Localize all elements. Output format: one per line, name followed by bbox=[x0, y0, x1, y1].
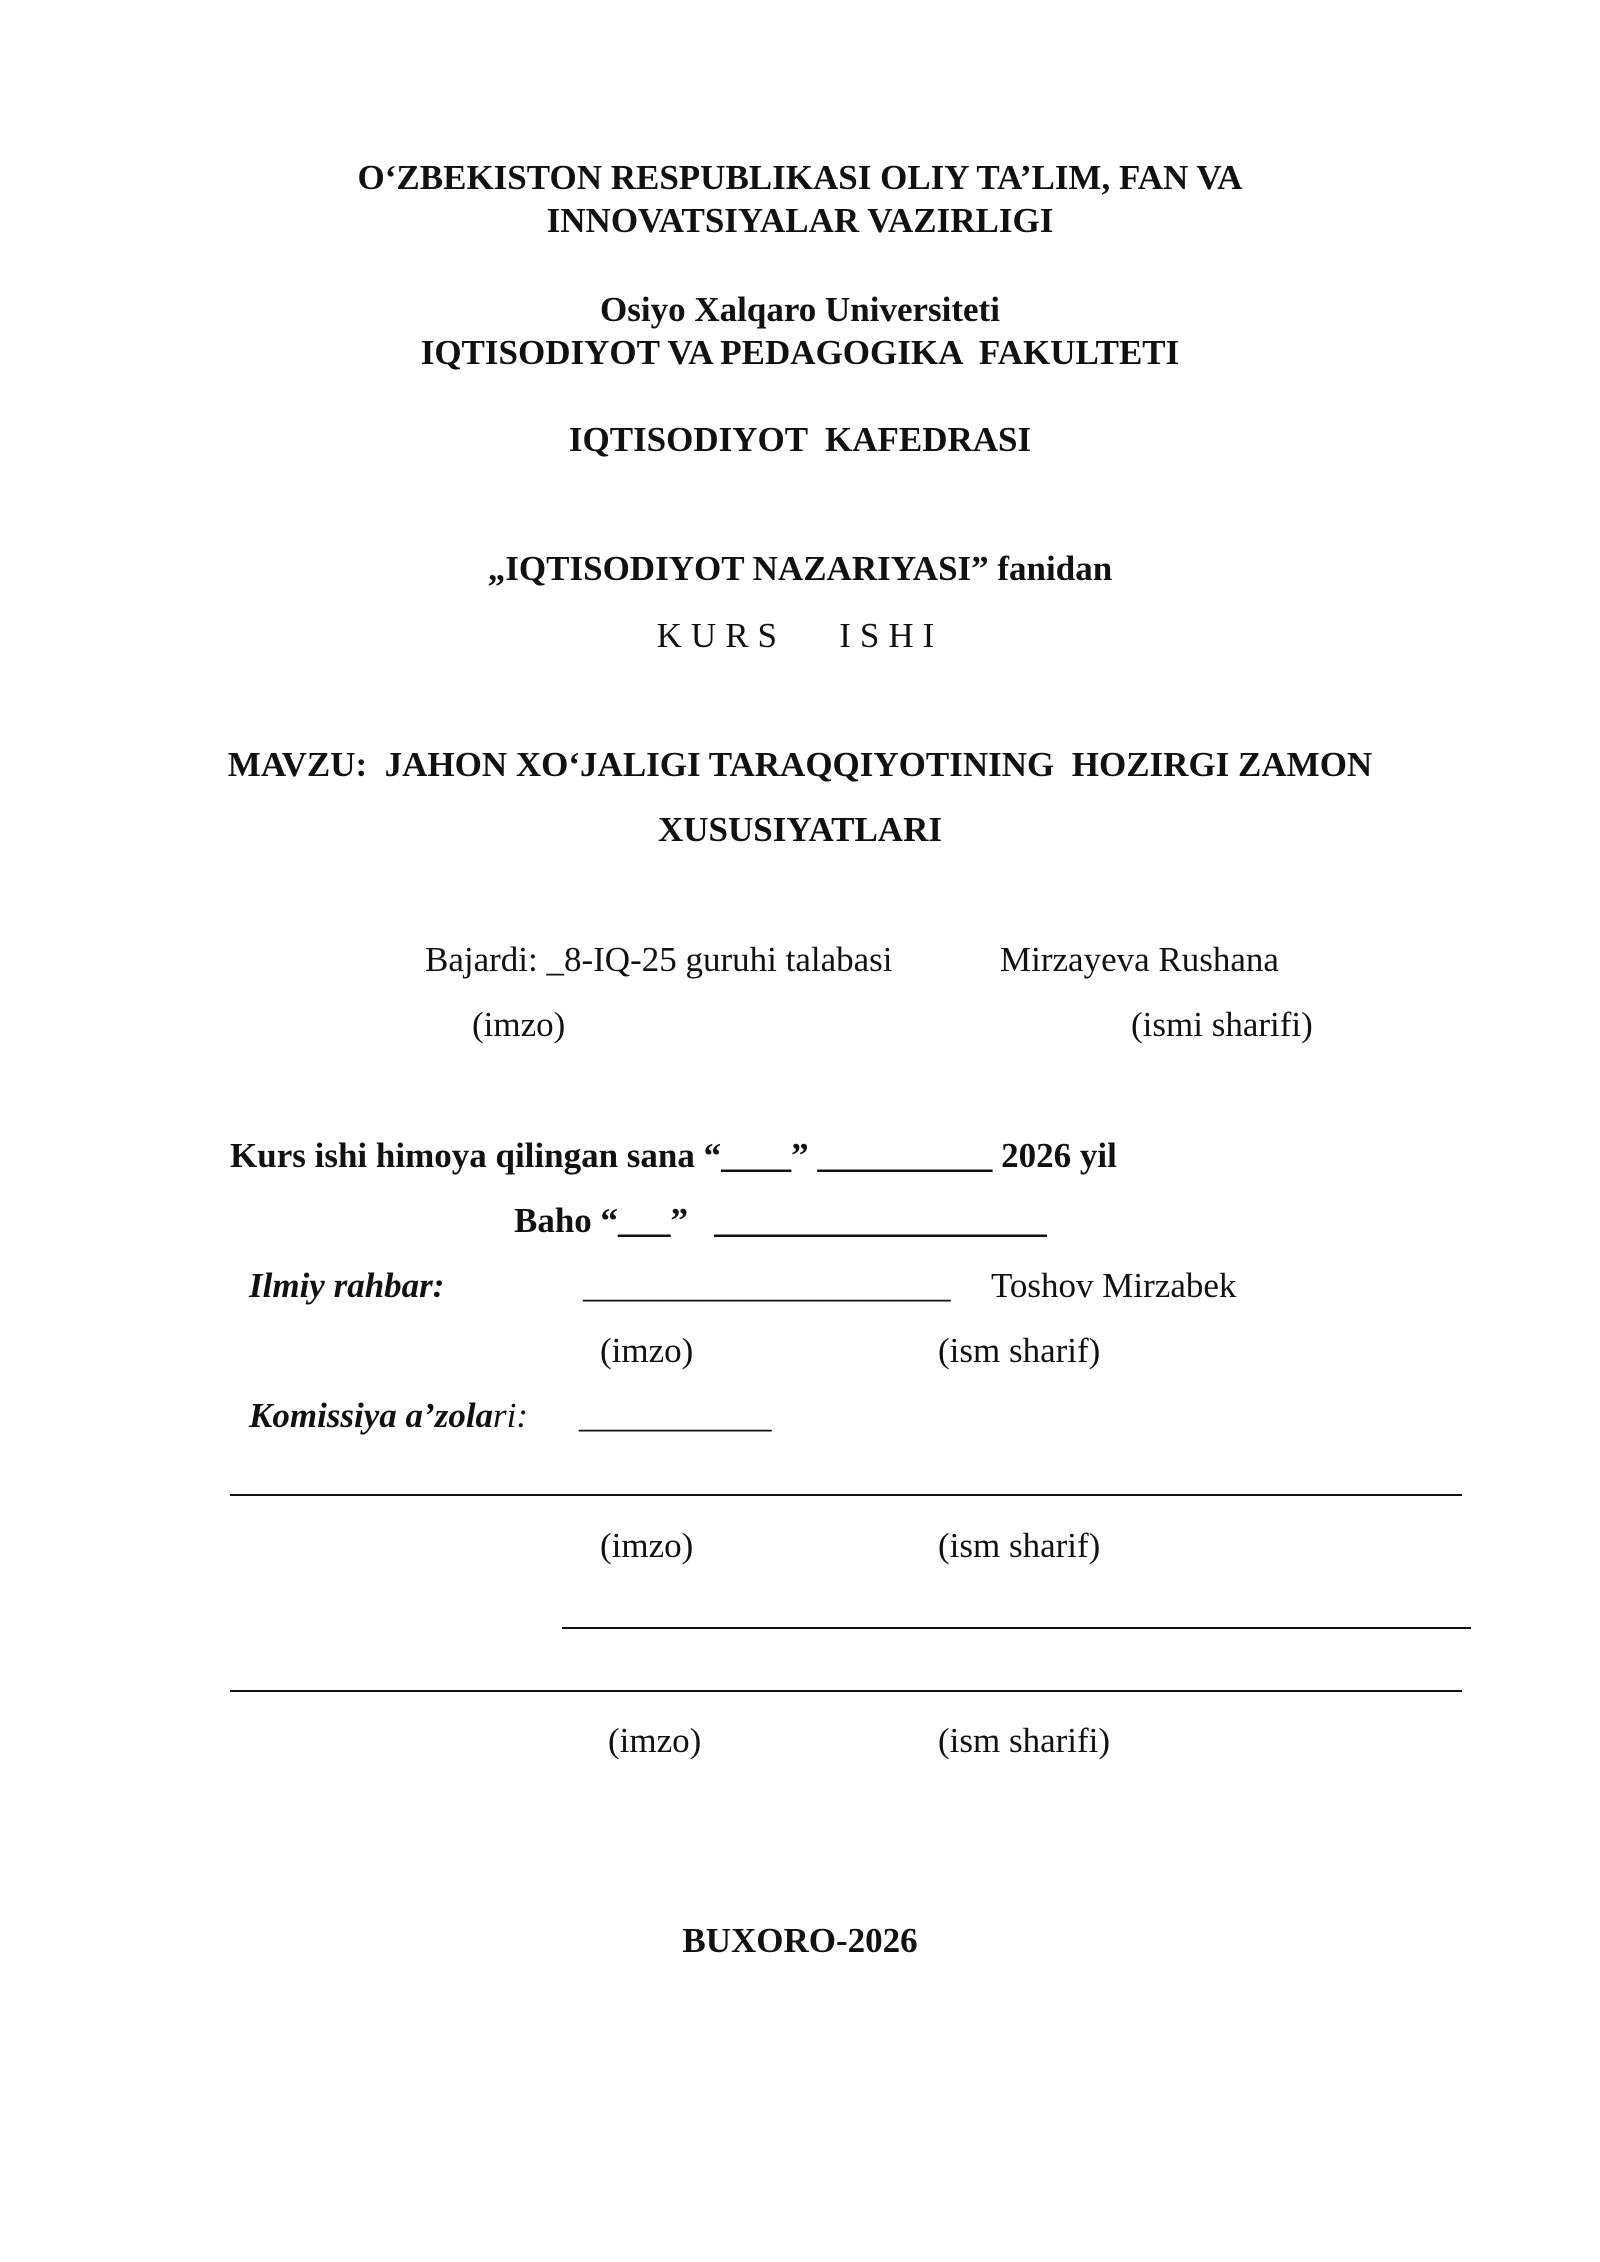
student-signature-caption: (imzo) bbox=[472, 1005, 566, 1044]
supervisor-signature-caption: (imzo) bbox=[600, 1331, 694, 1370]
university-name: Osiyo Xalqaro Universiteti bbox=[600, 290, 1000, 329]
commission-blank: ___________ bbox=[579, 1396, 772, 1435]
topic-line-1: MAVZU: JAHON XO‘JALIGI TARAQQIYOTINING HOZIRGI ZAMON bbox=[227, 745, 1373, 784]
performed-by: Bajardi: _8-IQ-25 guruhi talabasi bbox=[425, 940, 893, 979]
member-2-signature-caption: (imzo) bbox=[608, 1721, 702, 1760]
commission-label-tail: ri: bbox=[493, 1396, 529, 1435]
student-name-caption: (ismi sharifi) bbox=[1131, 1005, 1313, 1044]
topic-line-2: XUSUSIYATLARI bbox=[658, 810, 942, 849]
member-1-signature-caption: (imzo) bbox=[600, 1526, 694, 1565]
student-name: Mirzayeva Rushana bbox=[1000, 940, 1279, 979]
city-year: BUXORO-2026 bbox=[682, 1921, 918, 1960]
faculty-name: IQTISODIYOT VA PEDAGOGIKA FAKULTETI bbox=[420, 333, 1180, 372]
ministry-line-1: O‘ZBEKISTON RESPUBLIKASI OLIY TA’LIM, FAN VA bbox=[357, 158, 1243, 197]
supervisor-label: Ilmiy rahbar: bbox=[249, 1266, 445, 1305]
member-2-name-caption: (ism sharifi) bbox=[938, 1721, 1111, 1760]
member-1-name-caption: (ism sharif) bbox=[938, 1526, 1101, 1565]
work-type: KURS ISHI bbox=[656, 616, 944, 655]
commission-member-2-signature-line bbox=[562, 1627, 1471, 1629]
commission-label bbox=[249, 1398, 528, 1433]
grade-line: Baho “___” ___________________ bbox=[514, 1201, 1047, 1240]
defense-date-line: Kurs ishi himoya qilingan sana “____” __________ 2026 yil bbox=[230, 1136, 1117, 1175]
supervisor-name: Toshov Mirzabek bbox=[991, 1266, 1237, 1305]
commission-label-main: Komissiya a’zola bbox=[249, 1396, 494, 1435]
ministry-line-2: INNOVATSIYALAR VAZIRLIGI bbox=[546, 201, 1054, 240]
supervisor-signature-blank: _____________________ bbox=[583, 1266, 951, 1305]
department-name: IQTISODIYOT KAFEDRASI bbox=[568, 420, 1032, 459]
course-subject: „IQTISODIYOT NAZARIYASI” fanidan bbox=[487, 549, 1113, 588]
commission-member-2-line bbox=[230, 1690, 1462, 1692]
commission-member-1-line bbox=[230, 1494, 1462, 1496]
supervisor-name-caption: (ism sharif) bbox=[938, 1331, 1101, 1370]
